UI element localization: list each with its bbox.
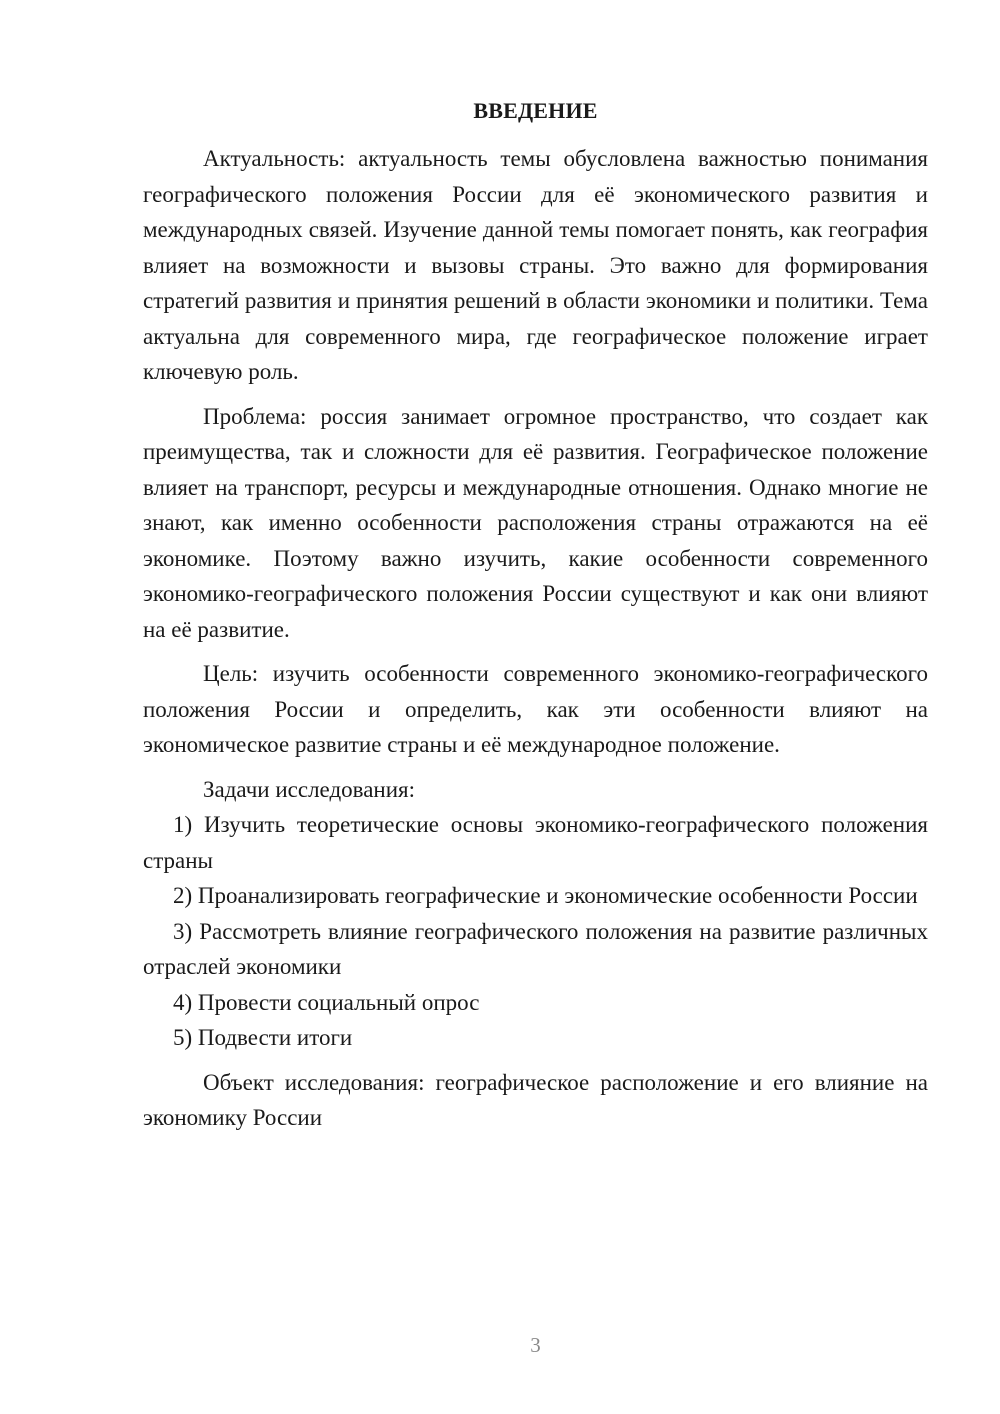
task-item-5: 5) Подвести итоги (173, 1025, 353, 1050)
goal-paragraph: Цель: изучить особенности современного экономико-географического положения России и определить, как эти особенности влияют на экономическое развитие страны и её международное положение. (143, 661, 928, 757)
document-page (143, 0, 928, 1414)
object-paragraph: Объект исследования: географическое расположение и его влияние на экономику России (143, 1069, 928, 1130)
problem-paragraph: Проблема: россия занимает огромное пространство, что создает как преимущества, так и сложности для её развития. Географическое положение влияет на транспорт, ресурсы и международные отношения. Однако многие не знают, как именно особенности расположения страны отражаются на её экономике. Поэтому важно изучить, какие особенности современного экономико-географического положения России существуют и как они влияют на её развитие. (143, 403, 928, 642)
task-item-1: 1) Изучить теоретические основы экономико-географического положения страны (143, 812, 928, 873)
page-number: 3 (530, 1333, 541, 1357)
relevance-paragraph: Актуальность: актуальность темы обусловлена важностью понимания географического положения России для её экономического развития и международных связей. Изучение данной темы помогает понять, как география влияет на возможности и вызовы страны. Это важно для формирования стратегий развития и принятия решений в области экономики и политики. Тема актуальна для современного мира, где географическое положение играет ключевую роль. (143, 146, 928, 384)
task-item-2: 2) Проанализировать географические и экономические особенности России (173, 883, 918, 908)
tasks-heading: Задачи исследования: (203, 776, 416, 802)
task-item-4: 4) Провести социальный опрос (173, 989, 480, 1015)
task-item-3: 3) Рассмотреть влияние географического положения на развитие различных отраслей экономики (143, 918, 928, 979)
section-heading: ВВЕДЕНИЕ (473, 98, 598, 123)
section-body (143, 141, 928, 1136)
